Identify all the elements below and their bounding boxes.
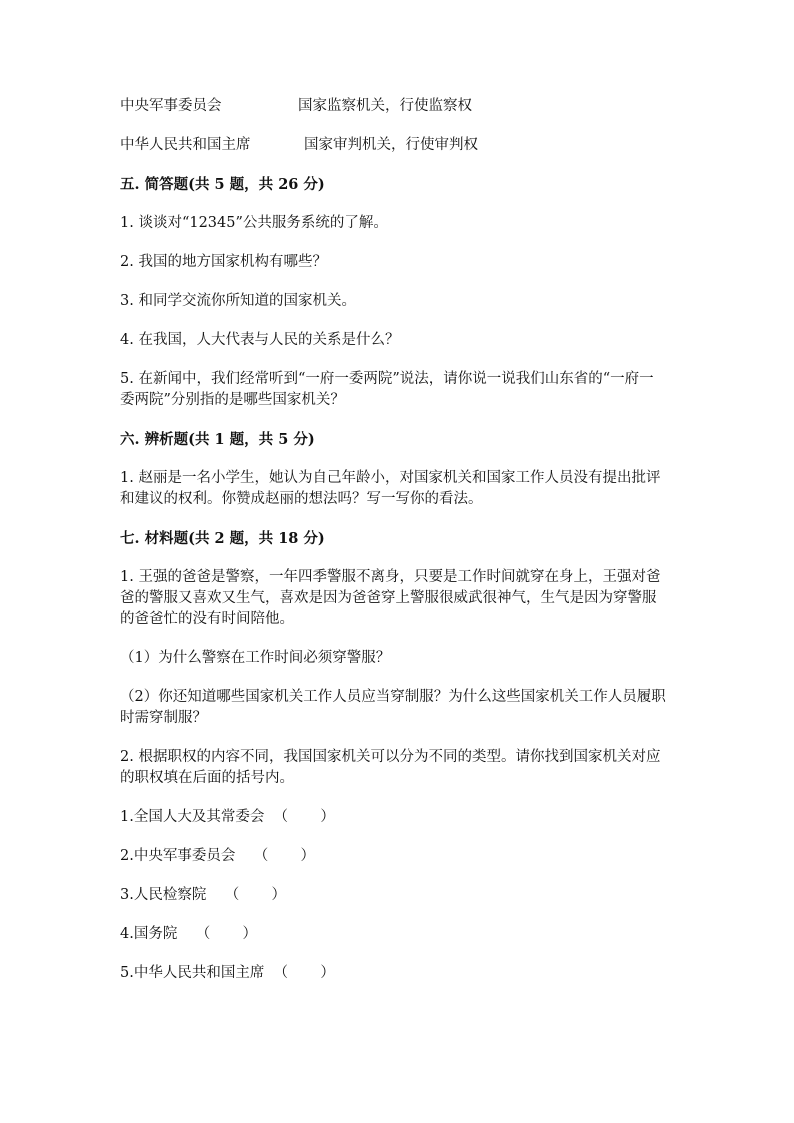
exam-page <box>120 96 680 1002</box>
fill-in-item: 4.国务院 （ ） <box>120 926 258 942</box>
fill-in-item: 1.全国人大及其常委会 （ ） <box>120 809 335 825</box>
matching-left: 中央军事委员会 <box>120 98 222 114</box>
question: 5. 在新闻中，我们经常听到“一府一委两院”说法，请你说一说我们山东省的“一府一委两院”分别指的是哪些国家机关？ <box>120 371 654 408</box>
question: 3. 和同学交流你所知道的国家机关。 <box>120 293 356 309</box>
question: 1. 王强的爸爸是警察，一年四季警服不离身，只要是工作时间就穿在身上，王强对爸爸的警服又喜欢又生气，喜欢是因为爸爸穿上警服很威武很神气，生气是因为穿警服的爸爸忙的没有时间陪他。 <box>120 569 661 627</box>
sub-question: （1）为什么警察在工作时间必须穿警服？ <box>120 650 391 666</box>
section-heading: 六. 辨析题(共 1 题，共 5 分) <box>120 431 315 448</box>
matching-row <box>120 135 680 156</box>
fill-in-item: 3.人民检察院 （ ） <box>120 887 287 903</box>
matching-right: 国家审判机关，行使审判权 <box>304 137 478 153</box>
matching-right: 国家监察机关，行使监察权 <box>298 98 472 114</box>
question: 4. 在我国，人大代表与人民的关系是什么？ <box>120 332 400 348</box>
matching-row <box>120 96 680 117</box>
section-heading: 五. 简答题(共 5 题，共 26 分) <box>120 176 325 193</box>
fill-in-list <box>120 807 680 984</box>
question: 2. 根据职权的内容不同，我国国家机关可以分为不同的类型。请你找到国家机关对应的职权填在后面的括号内。 <box>120 749 661 786</box>
question: 2. 我国的地方国家机构有哪些？ <box>120 254 327 270</box>
matching-left: 中华人民共和国主席 <box>120 137 251 153</box>
fill-in-item: 5.中华人民共和国主席 （ ） <box>120 965 335 981</box>
sub-question: （2）你还知道哪些国家机关工作人员应当穿制服？为什么这些国家机关工作人员履职时需穿制服？ <box>120 689 666 726</box>
section-heading: 七. 材料题(共 2 题，共 18 分) <box>120 530 325 547</box>
question: 1. 谈谈对“12345”公共服务系统的了解。 <box>120 215 388 231</box>
fill-in-item: 2.中央军事委员会 （ ） <box>120 848 316 864</box>
question: 1. 赵丽是一名小学生，她认为自己年龄小，对国家机关和国家工作人员没有提出批评和建议的权利。你赞成赵丽的想法吗？写一写你的看法。 <box>120 470 661 507</box>
